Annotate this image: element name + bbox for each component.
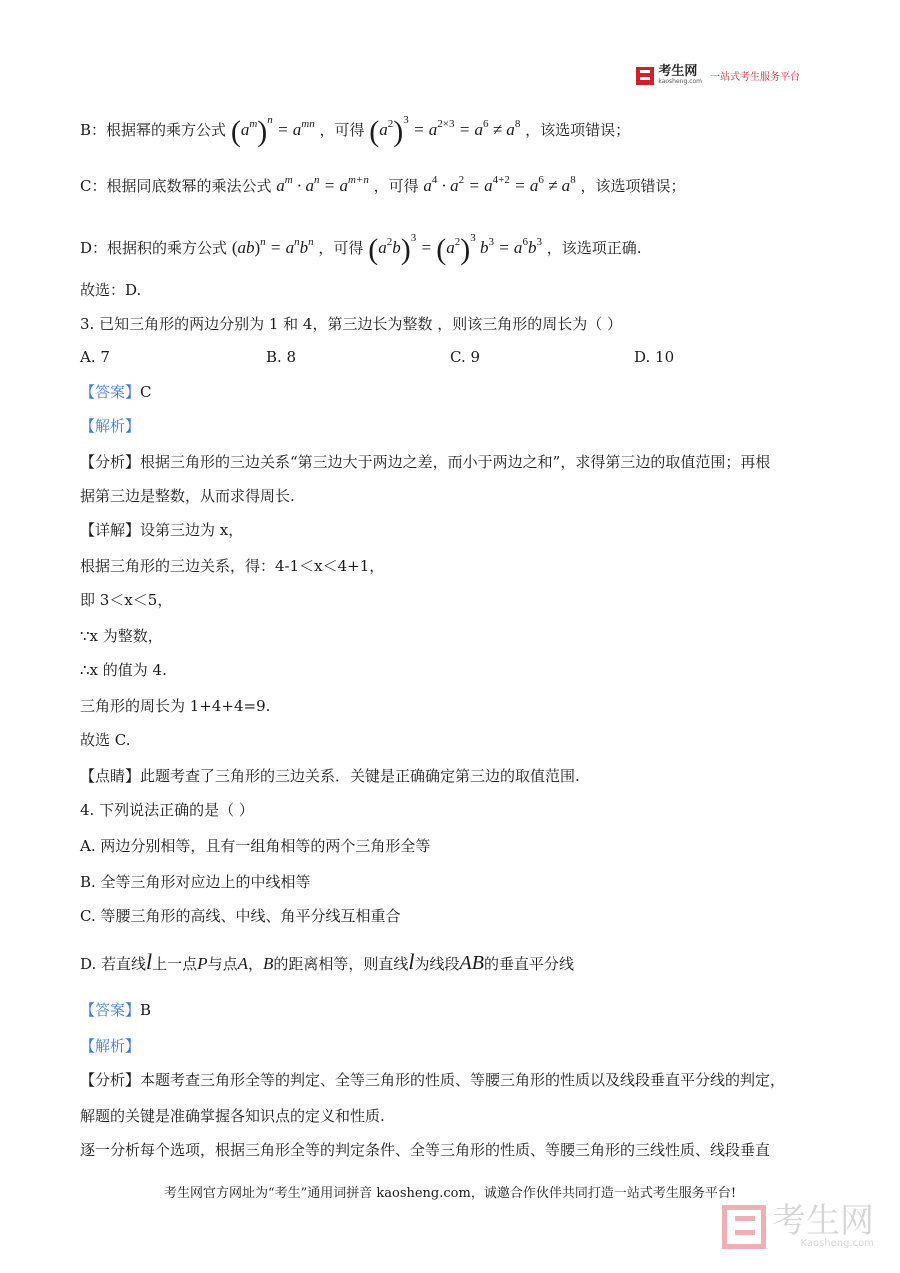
q3-option-b: B. 8: [266, 348, 297, 366]
q2-c-post: ，该选项错误；: [580, 177, 686, 195]
brand-text: [658, 66, 702, 85]
q4-fenxi-3: 逐一分析每个选项，根据三角形全等的判定条件、全等三角形的性质、等腰三角形的三线性质、线段垂直: [80, 1141, 771, 1159]
q2-c-mid: ，可得: [373, 177, 419, 195]
brand-logo-icon: [636, 67, 654, 85]
q2-d-mid: ，可得: [318, 239, 364, 257]
answer-value: B: [140, 1001, 152, 1019]
q4-question: 4. 下列说法正确的是（ ）: [80, 801, 254, 819]
formula-power-of-power: $(a^m)^n = a^{mn}$: [230, 114, 315, 148]
q2-b-mid: ，可得: [319, 121, 365, 139]
q3-detail-7: 故选 C.: [80, 731, 131, 749]
q3-detail-2: 根据三角形的三边关系，得：4-1＜x＜4+1，: [80, 557, 385, 575]
q4-fenxi-1: [80, 1070, 785, 1090]
brand-slogan: 一站式考生服务平台: [710, 72, 800, 83]
dianjing-text: 此题考查了三角形的三边关系．关键是正确确定第三边的取值范围.: [140, 767, 580, 785]
q2-option-c: [80, 170, 685, 196]
q4-d-t7: 的垂直平分线: [483, 955, 574, 973]
fenxi-tag: 【分析】: [80, 1071, 141, 1089]
watermark: [722, 1201, 874, 1249]
q2-c-pre: C：根据同底数幂的乘法公式: [80, 177, 272, 195]
header-brand: [636, 66, 800, 85]
dianjing-tag: 【点睛】: [80, 767, 141, 785]
q3-fenxi-1: [80, 452, 770, 472]
var-p: P: [197, 954, 208, 973]
detail-text: 设第三边为 x，: [140, 521, 244, 539]
q3-dianjing: [80, 766, 580, 786]
q2-d-post: ，该选项正确.: [546, 239, 642, 257]
watermark-domain: Kaosheng.com: [800, 1238, 874, 1249]
answer-value: C: [140, 383, 152, 401]
formula-product-power: $(ab)^n = a^nb^n$: [231, 236, 314, 257]
var-a: A: [237, 954, 248, 973]
q2-d-pre: D：根据积的乘方公式: [80, 239, 228, 257]
q3-option-a: A. 7: [80, 348, 110, 366]
fenxi-tag: 【分析】: [80, 453, 141, 471]
q3-option-c: C. 9: [450, 348, 481, 366]
q3-question: 3. 已知三角形的两边分别为 1 和 4，第三边长为整数 ，则该三角形的周长为（ ）: [80, 315, 623, 333]
var-l: l: [146, 949, 153, 974]
formula-c-result: $a^4 \cdot a^2 = a^{4+2} = a^6 \ne a^8$: [423, 174, 576, 195]
q4-option-b: B. 全等三角形对应边上的中线相等: [80, 873, 311, 891]
page-footer: 考生网官方网址为“考生”通用词拼音 kaosheng.com，诚邀合作伙伴共同打造一站式考生服务平台!: [163, 1186, 737, 1201]
q3-fenxi-2: 据第三边是整数，从而求得周长.: [80, 487, 295, 505]
formula-b-result: $(a^2)^3 = a^{2\times 3} = a^6 \ne a^8$: [369, 114, 521, 148]
q2-b-post: ，该选项错误；: [525, 121, 631, 139]
q4-analysis-tag: 【解析】: [80, 1037, 141, 1055]
q3-answer: [80, 382, 152, 402]
fenxi-text: 本题考查三角形全等的判定、全等三角形的性质、等腰三角形的性质以及线段垂直平分线的判定，: [140, 1071, 786, 1089]
fenxi-text: 根据三角形的三边关系“第三边大于两边之差，而小于两边之和”，求得第三边的取值范围；再根: [140, 453, 771, 471]
answer-tag: 【答案】: [80, 1001, 141, 1019]
q3-detail-4: ∵x 为整数，: [80, 627, 163, 645]
watermark-text-block: [772, 1201, 874, 1249]
q4-answer: [80, 1000, 151, 1020]
formula-product-rule: $a^m \cdot a^n = a^{m+n}$: [276, 174, 369, 195]
q4-d-t5: 的距离相等，则直线: [273, 955, 409, 973]
q4-d-t1: D. 若直线: [80, 955, 147, 973]
q2-option-d: [80, 228, 642, 266]
q4-option-d: [80, 949, 574, 974]
q3-analysis-tag: 【解析】: [80, 417, 141, 435]
watermark-logo-icon: [722, 1205, 766, 1249]
q3-option-d: D. 10: [634, 348, 675, 366]
q4-d-t4: ，: [247, 955, 263, 973]
q4-option-a: A. 两边分别相等，且有一组角相等的两个三角形全等: [80, 837, 431, 855]
q4-fenxi-2: 解题的关键是准确掌握各知识点的定义和性质.: [80, 1107, 385, 1125]
q2-option-b: [80, 110, 631, 148]
q3-detail-1: [80, 520, 243, 540]
var-l2: l: [408, 949, 415, 974]
q2-choose: 故选：D.: [80, 281, 142, 299]
answer-tag: 【答案】: [80, 383, 141, 401]
q3-detail-6: 三角形的周长为 1+4+4=9.: [80, 697, 271, 715]
var-ab: AB: [459, 952, 484, 974]
watermark-text: 考生网: [772, 1201, 874, 1241]
detail-tag: 【详解】: [80, 521, 141, 539]
q4-d-t3: 与点: [207, 955, 238, 973]
q2-b-pre: B：根据幂的乘方公式: [80, 121, 227, 139]
q4-d-t6: 为线段: [414, 955, 460, 973]
brand-domain: kaosheng.com: [658, 78, 702, 85]
brand-name: 考生网: [658, 64, 698, 79]
q4-d-t2: 上一点: [152, 955, 198, 973]
q3-detail-5: ∴x 的值为 4.: [80, 661, 167, 679]
q4-option-c: C. 等腰三角形的高线、中线、角平分线互相重合: [80, 907, 401, 925]
formula-d-result: $(a^2b)^3 = (a^2)^3$ $b^3 = a^6b^3$: [368, 232, 542, 266]
q3-detail-3: 即 3＜x＜5，: [80, 591, 173, 609]
var-b: B: [262, 954, 274, 973]
